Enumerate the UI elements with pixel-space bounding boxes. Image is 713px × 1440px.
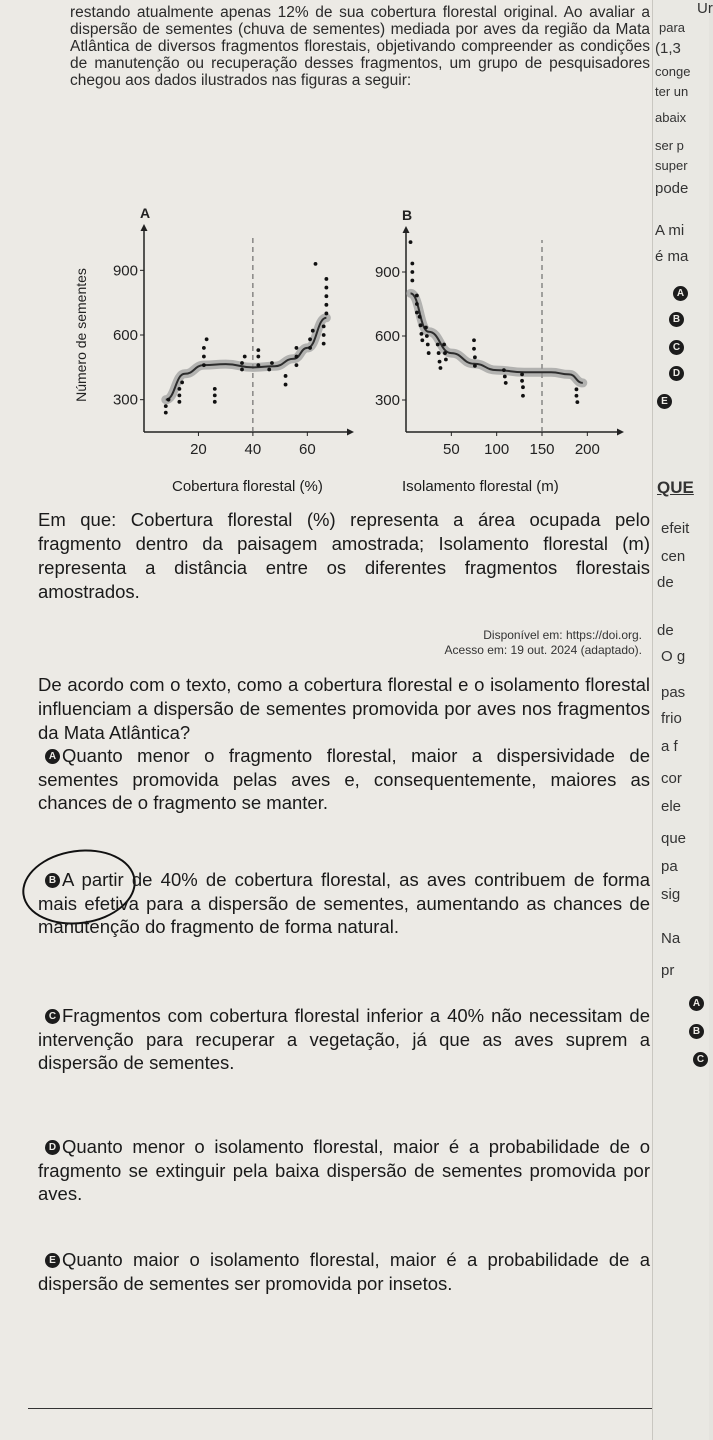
rc-text: cen xyxy=(661,548,686,565)
rc-option-badge: B xyxy=(689,1024,704,1039)
rc-text: sig xyxy=(661,886,681,903)
data-point xyxy=(425,334,429,338)
data-point xyxy=(164,411,168,415)
option-d-text: Quanto menor o isolamento florestal, maior é a probabilidade de o fragmento se extinguir pela baixa dispersão de sementes promovida por aves. xyxy=(38,1136,650,1204)
data-point xyxy=(424,326,428,330)
data-point xyxy=(240,368,244,372)
data-point xyxy=(443,351,447,355)
rc-heading: QUE xyxy=(657,478,694,497)
data-point xyxy=(410,262,414,266)
data-point xyxy=(213,393,217,397)
data-point xyxy=(415,302,419,306)
option-a-badge: A xyxy=(45,749,60,764)
data-point xyxy=(322,324,326,328)
data-point xyxy=(177,387,181,391)
option-a-text: Quanto menor o fragmento florestal, maior a dispersividade de sementes promovida pelas aves e, consequentemente, maiores as chances de o fragmento se manter. xyxy=(38,745,650,813)
data-point xyxy=(520,373,524,377)
x-tick-label: 150 xyxy=(529,441,555,458)
data-point xyxy=(444,358,448,362)
data-point xyxy=(420,338,424,342)
data-point xyxy=(415,311,419,315)
x-tick-label: 60 xyxy=(298,441,316,458)
data-point xyxy=(521,394,525,398)
intro-paragraph xyxy=(70,4,650,89)
rc-text: que xyxy=(661,830,687,847)
rc-text: a f xyxy=(661,738,678,755)
bottom-rule xyxy=(28,1408,678,1409)
intro-text: restando atualmente apenas 12% de sua cobertura florestal original. Ao avaliar a dispersão de sementes (chuva de sementes) mediada por aves da região da Mata Atlântica de diversos fragmentos florestais, objetivando compreender as condições de manutenção ou recuperação desses fragmentos, um grupo de pesquisadores chegou aos dados ilustrados nas figuras a seguir: xyxy=(70,4,650,89)
data-point xyxy=(575,394,579,398)
data-point xyxy=(520,379,524,383)
y-tick-label: 900 xyxy=(112,262,138,280)
option-d[interactable] xyxy=(38,1135,650,1206)
rc-text: de xyxy=(657,574,674,591)
data-point xyxy=(164,404,168,408)
data-point xyxy=(575,387,579,391)
rc-text: cor xyxy=(661,770,682,787)
x-axis-arrow xyxy=(347,429,354,436)
data-point xyxy=(324,277,328,281)
data-point xyxy=(284,383,288,387)
data-point xyxy=(473,364,477,368)
adjacent-page-column xyxy=(652,0,713,1440)
y-tick-label: 600 xyxy=(374,328,400,345)
data-point xyxy=(322,333,326,337)
data-point xyxy=(240,361,244,365)
data-point xyxy=(213,387,217,391)
rc-text: O g xyxy=(661,648,686,665)
data-point xyxy=(438,360,442,364)
x-tick-label: 40 xyxy=(244,441,262,458)
rc-option-badge: A xyxy=(673,286,688,301)
data-point xyxy=(177,393,181,397)
option-c[interactable] xyxy=(38,1004,650,1075)
rc-text: super xyxy=(655,158,688,173)
data-point xyxy=(256,355,260,359)
rc-text: Ur xyxy=(697,0,713,17)
data-point xyxy=(202,346,206,350)
data-point xyxy=(295,363,299,367)
data-point xyxy=(308,337,312,341)
y-tick-label: 300 xyxy=(112,391,138,409)
option-e-text: Quanto maior o isolamento florestal, maior é a probabilidade de a dispersão de sementes ser promovida por insetos. xyxy=(38,1249,650,1294)
x-tick-label: 50 xyxy=(442,441,460,458)
option-c-text: Fragmentos com cobertura florestal inferior a 40% não necessitam de intervenção para recuperar a vegetação, já que as aves suprem a dispersão de sementes. xyxy=(38,1005,650,1073)
y-axis-arrow xyxy=(403,226,410,233)
rc-text: de xyxy=(657,622,674,639)
data-point xyxy=(442,343,446,347)
data-point xyxy=(322,342,326,346)
data-point xyxy=(420,332,424,336)
data-point xyxy=(324,294,328,298)
option-b-text: A partir de 40% de cobertura florestal, as aves contribuem de forma mais efetiva para a dispersão de sementes, aumentando as chances de manutenção do fragmento de forma natural. xyxy=(38,869,650,937)
definitions-paragraph xyxy=(38,508,650,604)
rc-option-badge: B xyxy=(669,312,684,327)
x-axis-arrow xyxy=(617,429,624,436)
rc-option-badge: C xyxy=(693,1052,708,1067)
rc-text: frio xyxy=(661,710,682,727)
fit-curve xyxy=(166,318,327,400)
rc-option-badge: D xyxy=(669,366,684,381)
data-point xyxy=(243,355,247,359)
rc-text: abaix xyxy=(655,110,687,125)
data-point xyxy=(311,329,315,333)
data-point xyxy=(202,355,206,359)
y-tick-label: 300 xyxy=(374,392,400,409)
y-axis-label: Número de sementes xyxy=(73,268,89,402)
data-point xyxy=(472,338,476,342)
data-point xyxy=(284,374,288,378)
rc-option-badge: E xyxy=(657,394,672,409)
data-point xyxy=(202,363,206,367)
source-line-1: Disponível em: https://doi.org. xyxy=(483,628,642,642)
chart-b xyxy=(360,205,630,470)
data-point xyxy=(256,348,260,352)
data-point xyxy=(267,368,271,372)
data-point xyxy=(205,337,209,341)
data-point xyxy=(426,343,430,347)
data-point xyxy=(415,294,419,298)
chart-title: B xyxy=(402,207,413,223)
rc-text: pr xyxy=(661,962,675,979)
data-point xyxy=(503,375,507,379)
data-point xyxy=(324,312,328,316)
rc-text: é ma xyxy=(655,248,689,265)
data-point xyxy=(410,270,414,274)
data-point xyxy=(324,303,328,307)
data-point xyxy=(180,381,184,385)
option-e[interactable] xyxy=(38,1248,650,1295)
question-text: De acordo com o texto, como a cobertura florestal e o isolamento florestal influenciam a dispersão de sementes promovida por aves nos fragmentos da Mata Atlântica? xyxy=(38,674,650,743)
option-d-badge: D xyxy=(45,1140,60,1155)
data-point xyxy=(439,366,443,370)
question-paragraph xyxy=(38,673,650,745)
y-axis-arrow xyxy=(141,224,148,231)
data-point xyxy=(256,363,260,367)
rc-text: pas xyxy=(661,684,686,701)
data-point xyxy=(419,323,423,327)
data-point xyxy=(314,262,318,266)
option-e-badge: E xyxy=(45,1253,60,1268)
data-point xyxy=(502,368,506,372)
rc-text: Na xyxy=(661,930,681,947)
rc-text: A mi xyxy=(655,222,685,239)
rc-text: efeit xyxy=(661,520,690,537)
data-point xyxy=(295,355,299,359)
data-point xyxy=(427,351,431,355)
data-point xyxy=(436,343,440,347)
chart-b-xlabel: Isolamento florestal (m) xyxy=(402,478,559,495)
y-tick-label: 600 xyxy=(112,327,138,344)
x-tick-label: 20 xyxy=(190,441,207,458)
data-point xyxy=(521,385,525,389)
rc-text: ser p xyxy=(655,138,684,153)
rc-text: ter un xyxy=(655,84,689,99)
x-tick-label: 200 xyxy=(574,441,600,458)
rc-text: para xyxy=(659,20,686,35)
rc-text: conge xyxy=(655,64,691,79)
x-tick-label: 100 xyxy=(484,441,510,458)
source-citation xyxy=(445,628,642,658)
chart-a xyxy=(72,200,362,470)
option-b[interactable] xyxy=(38,868,650,939)
source-line-2: Acesso em: 19 out. 2024 (adaptado). xyxy=(444,643,642,657)
option-c-badge: C xyxy=(45,1009,60,1024)
rc-option-badge: A xyxy=(689,996,704,1011)
data-point xyxy=(270,361,274,365)
chart-a-xlabel: Cobertura florestal (%) xyxy=(172,478,323,495)
data-point xyxy=(437,351,441,355)
rc-text: (1,3 xyxy=(655,40,681,57)
data-point xyxy=(177,400,181,404)
data-point xyxy=(308,346,312,350)
data-point xyxy=(324,286,328,290)
data-point xyxy=(418,315,422,319)
chart-title: A xyxy=(140,205,151,221)
option-a[interactable] xyxy=(38,744,650,815)
y-tick-label: 900 xyxy=(374,264,400,281)
fit-confidence-band xyxy=(166,318,327,400)
data-point xyxy=(473,355,477,359)
data-point xyxy=(295,346,299,350)
rc-text: ele xyxy=(661,798,682,815)
data-point xyxy=(213,400,217,404)
rc-option-badge: C xyxy=(669,340,684,355)
data-point xyxy=(167,398,171,402)
data-point xyxy=(472,347,476,351)
data-point xyxy=(575,400,579,404)
definitions-text: Em que: Cobertura florestal (%) representa a área ocupada pelo fragmento dentro da paisagem amostrada; Isolamento florestal (m) representa a distância entre os diferentes fragmentos florestais amostrados. xyxy=(38,509,650,602)
data-point xyxy=(504,381,508,385)
option-b-badge: B xyxy=(45,873,60,888)
data-point xyxy=(410,279,414,283)
rc-text: pa xyxy=(661,858,678,875)
rc-text: pode xyxy=(655,180,689,197)
data-point xyxy=(409,240,413,244)
